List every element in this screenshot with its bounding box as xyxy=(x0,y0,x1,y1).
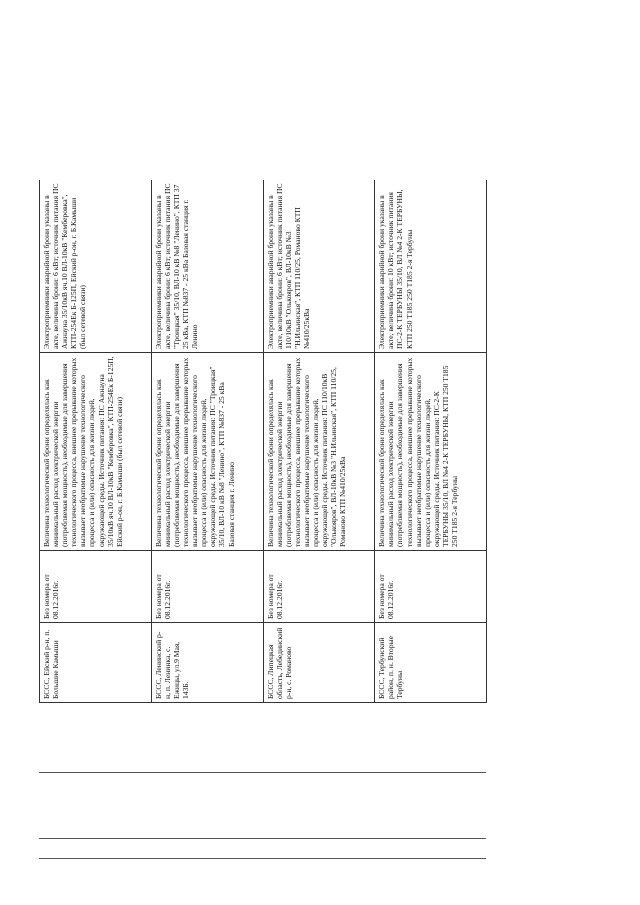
table-row xyxy=(151,180,263,703)
armor-act-table xyxy=(39,180,487,703)
cell-location: БССС, Тербунский район, п. н. Вторые Тербуны xyxy=(375,623,487,703)
cell-value: Электроприемники аварийной брони указаны в акте, величина брони: 6 кВт; источник питания ПС 110/10кВ "Олькояров", ВЛ-10кВ №3 "Н.Ильинская", КТП 110/25, Романово КТП №410/25кВа xyxy=(263,180,375,353)
cell-location: БССС, Липецкая область, Лебединский р-н, с. Романово xyxy=(263,623,375,703)
cell-act: Без номера от 08.12.2016г. xyxy=(40,551,152,623)
cell-method: Величина технологической брони определялась как минимальный расход электрической энергии (потребляемая мощность), необходимые для завершения технологического процесса, внешнее прерывание которых вызывает необратимые нарушение технологического процесса и (или) опасность для жизни людей, окружающей среды. Источник питания: ПС Ажнауна 35/10кВ яч.10 ВЛ-10кВ "Кемберовка", КТП-254Ек Б-125П, Ейский р-он, г. Б.Камыши (был сетевой связи) xyxy=(40,353,152,551)
cell-value: Электроприемники аварийной брони указаны в акте, величина брони: 6 кВт; источник питания ПС "Троицкая" 35/10, ВЛ-10 кВ №8 "Ленино", КТП 37 25 кВа, КТП №837 - 25 кВа Базовая станция г. Ленино xyxy=(151,180,263,353)
rotated-table-frame xyxy=(39,180,487,703)
horizontal-rule-top xyxy=(39,772,486,773)
table-row xyxy=(40,180,152,703)
horizontal-rule-bottom xyxy=(39,858,486,859)
cell-act: Без номера от 08.12.2016г. xyxy=(375,551,487,623)
rotated-table-container xyxy=(39,180,487,703)
table-row xyxy=(375,180,487,703)
cell-method: Величина технологической брони определялась как минимальный расход электрической энергии (потребляемая мощность), необходимые для завершения технологического процесса, внешнее прерывание которых вызывает необратимые нарушение технологического процесса и (или) опасность для жизни людей, окружающей среды. Источник питания: ПС-2-К ТЕРБУНЫ 35/10, ВЛ №4 2-К ТЕРБУНЫ, КТП 250 Т185 250 Т185 2-я Тербуны xyxy=(375,353,487,551)
cell-value: Электроприемники аварийной брони указаны в акте, величина брони: 6 кВт; источник питания ПС Ажнауна 35/10кВ яч.10 ВЛ-10кВ "Кемберовка", КТП-254Ек Б-125П, Ейский р-он, г. Б.Камыши (был сетевой связи) xyxy=(40,180,152,353)
cell-act: Без номера от 08.12.2016г. xyxy=(263,551,375,623)
cell-method: Величина технологической брони определялась как минимальный расход электрической энергии (потребляемая мощность), необходимые для завершения технологического процесса, внешнее прерывание которых вызывает необратимые нарушение технологического процесса и (или) опасность для жизни людей, окружающей среды. Источник питания: ПС "Троицкая" 35/10, ВЛ-10 кВ №8 "Ленино", КТП №837 - 25 кВа Базовая станция г. Ленино xyxy=(151,353,263,551)
cell-act: Без номера от 08.12.2016г. xyxy=(151,551,263,623)
cell-method: Величина технологической брони определялась как минимальный расход электрической энергии (потребляемая мощность), необходимые для завершения технологического процесса, внешнее прерывание которых вызывает необратимые нарушение технологического процесса и (или) опасность для жизни людей, окружающей среды. Источник питания: ПС 110/10кВ "Олькояров", ВЛ-10кВ №3 "Н.Ильинская", КТП 110/25, Романово КТП №410/25кВа xyxy=(263,353,375,551)
horizontal-rule-middle xyxy=(39,838,486,839)
cell-location: БССС, Ленинский р-н, п. Ленинка, с. Ежицы, ул.9 Мая, 143Б. xyxy=(151,623,263,703)
table-row xyxy=(263,180,375,703)
cell-location: БССС, Ейский р-н, п. Большие Камыши xyxy=(40,623,152,703)
cell-value: Электроприемники аварийной брони указаны в акте, величина брони: 10 кВт; источник питания ПС-2-К ТЕРБУНЫ 35/10, ВЛ №4 2-К ТЕРБУНЫ, КТП 250 Т185 250 Т185 2-я Тербуны xyxy=(375,180,487,353)
